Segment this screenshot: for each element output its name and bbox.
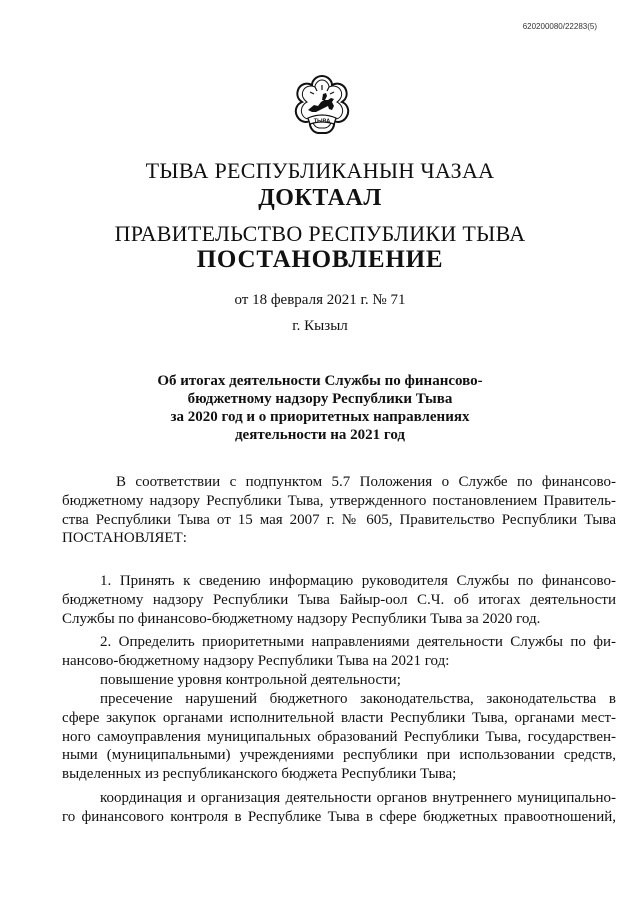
tuva-emblem-icon [288, 72, 356, 142]
text-line: бюджетному надзору Республики Тыва, утвержденного постановлением Правитель- [62, 492, 616, 509]
text-line: ПОСТАНОВЛЯЕТ: [62, 530, 187, 547]
text-line: ства Республики Тыва от 15 мая 2007 г. № 605, Правительство Республики Тыва [62, 511, 616, 528]
text-line: пресечение нарушений бюджетного законодательства, законодательства в [100, 691, 616, 707]
text-line: 2. Определить приоритетными направлениями деятельности Службы по фи- [100, 634, 616, 650]
text-line: го финансового контроля в Республике Тыва в сфере бюджетных правоотношений, [62, 808, 616, 825]
text-line: ного самоуправления муниципальных образований Республики Тыва, государствен- [62, 728, 616, 745]
text-line: сфере закупок органами исполнительной власти Республики Тыва, органами мест- [62, 709, 616, 726]
item-1-paragraph [62, 572, 616, 628]
resolution-title [0, 372, 640, 444]
heading-government: ПРАВИТЕЛЬСТВО РЕСПУБЛИКИ ТЫВА [114, 221, 526, 246]
text-line: координация и организация деятельности органов внутреннего муниципально- [100, 790, 616, 806]
date-line: от 18 февраля 2021 г. № 71 [234, 292, 406, 308]
text-line: бюджетному надзору Республики Тыва Байыр-оол С.Ч. об итогах деятельности [62, 591, 616, 608]
title-line: Об итогах деятельности Службы по финансово- [157, 373, 483, 389]
text-line: выделенных из республиканского бюджета Республики Тыва; [62, 766, 457, 783]
item-2c-paragraph [62, 789, 616, 827]
preamble-paragraph [62, 473, 616, 548]
text-line: ными (муниципальными) учреждениями республики при использовании средств, [62, 747, 616, 764]
document-number: 620200080/22283(5) [522, 22, 597, 31]
item-2-paragraph [62, 633, 616, 671]
title-line: деятельности на 2021 год [234, 427, 406, 443]
text-line: В соответствии с подпунктом 5.7 Положения о Службе по финансово- [116, 474, 616, 490]
heading-tyva: ТЫВА РЕСПУБЛИКАНЫН ЧАЗАА [145, 158, 495, 183]
city-line: г. Кызыл [292, 318, 348, 334]
title-line: бюджетному надзору Республики Тыва [187, 391, 453, 407]
text-line: 1. Принять к сведению информацию руководителя Службы по финансово- [100, 573, 616, 589]
text-line: нансово-бюджетному надзору Республики Тыва на 2021 год: [62, 652, 450, 669]
text-line: повышение уровня контрольной деятельности; [100, 672, 401, 688]
text-line: Службы по финансово-бюджетному надзору Республики Тыва за 2020 год. [62, 610, 541, 627]
item-2a-paragraph [62, 671, 616, 690]
heading-doktaal: ДОКТААЛ [258, 185, 382, 211]
item-2b-paragraph [62, 690, 616, 784]
heading-resolution: ПОСТАНОВЛЕНИЕ [196, 246, 444, 273]
title-line: за 2020 год и о приоритетных направлениях [170, 409, 470, 425]
svg-text:ТЫВА: ТЫВА [313, 118, 331, 125]
